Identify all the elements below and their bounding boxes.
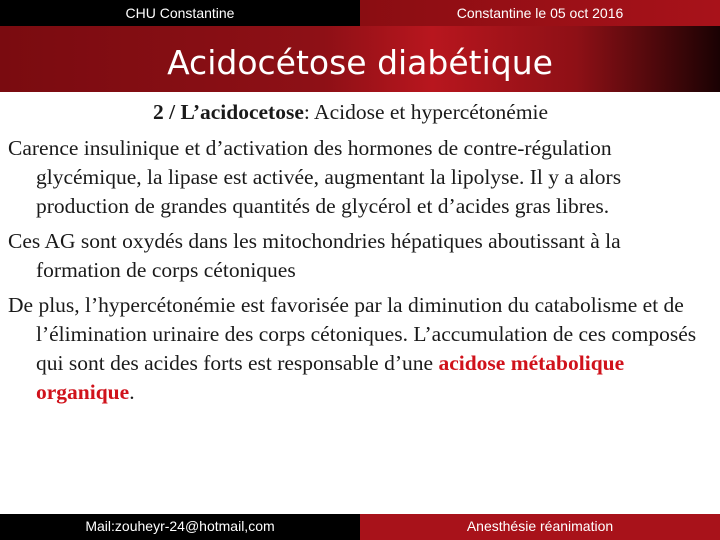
header-date: Constantine le 05 oct 2016 (456, 5, 624, 21)
slide-title: Acidocétose diabétique (167, 43, 553, 82)
section-heading (8, 98, 708, 127)
paragraph-hyperketonemia-text: De plus, l’hypercétonémie est favorisée par la diminution du catabolisme et de l’élimination urinaire des corps cétoniques. L’accumulation de ces composés qui sont des acides forts est responsable d’une (8, 293, 697, 375)
highlight-metabolic-acidosis: acidose métabolique organique (36, 351, 625, 404)
paragraph-end: . (129, 380, 135, 404)
footer-email: Mail:zouheyr-24@hotmail,com (85, 518, 275, 534)
section-heading-bold: 2 / L’acidocetose (153, 100, 304, 124)
slide-body (8, 98, 708, 413)
footer-department: Anesthésie réanimation (466, 518, 614, 534)
header-institution: CHU Constantine (125, 5, 235, 21)
paragraph-hyperketonemia (8, 291, 708, 407)
paragraph-fatty-acid-oxidation: Ces AG sont oxydés dans les mitochondries hépatiques aboutissant à la formation de corps cétoniques (8, 229, 621, 282)
section-heading-rest: : Acidose et hypercétonémie (303, 100, 549, 124)
paragraph-insulin-deficiency: Carence insulinique et d’activation des hormones de contre-régulation glycémique, la lipase est activée, augmentant la lipolyse. Il y a alors production de grandes quantités de glycérol et d’acides gras libres. (8, 136, 622, 218)
